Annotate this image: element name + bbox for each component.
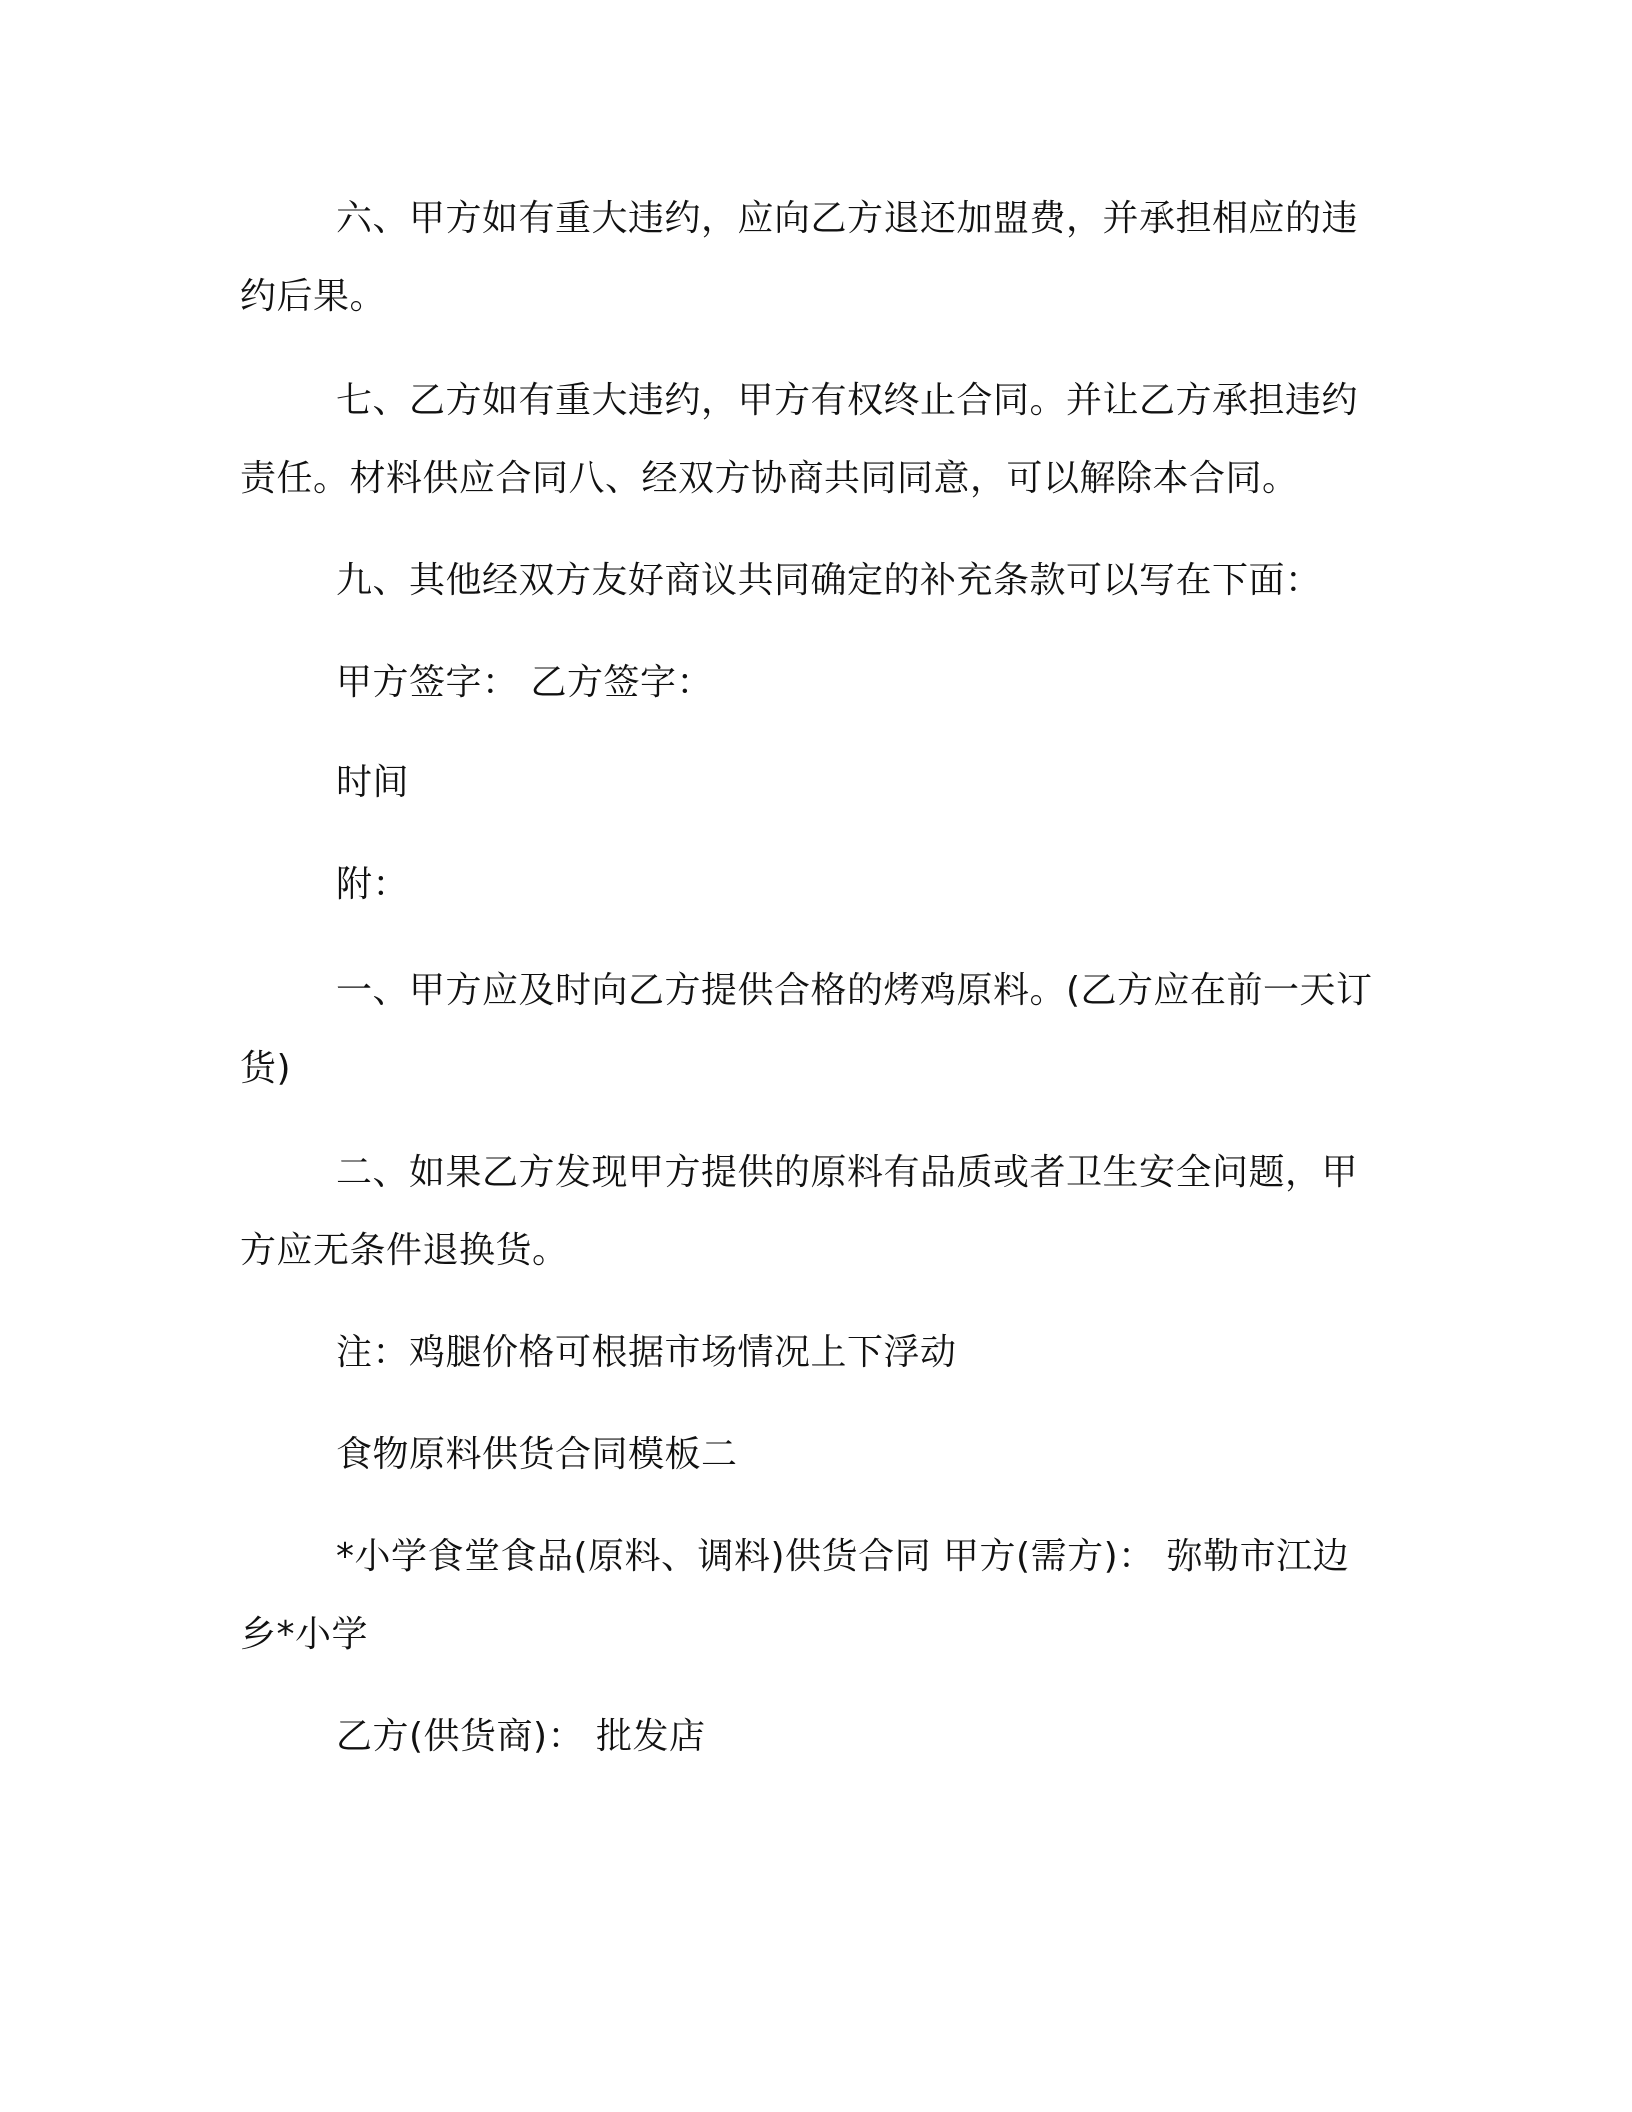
appendix-item-1: 一、甲方应及时向乙方提供合格的烤鸡原料。(乙方应在前一天订货) bbox=[240, 970, 1373, 1089]
clause-9: 九、其他经双方友好商议共同确定的补充条款可以写在下面： bbox=[336, 560, 1322, 601]
appendix-item-2: 二、如果乙方发现甲方提供的原料有品质或者卫生安全问题，甲方应无条件退换货。 bbox=[240, 1152, 1359, 1271]
date-line: 时间 bbox=[336, 762, 410, 803]
template-2-title: 食物原料供货合同模板二 bbox=[336, 1434, 738, 1475]
note-line: 注：鸡腿价格可根据市场情况上下浮动 bbox=[336, 1332, 957, 1373]
contract-party-a: *小学食堂食品(原料、调料)供货合同 甲方(需方)： 弥勒市江边乡*小学 bbox=[240, 1536, 1350, 1655]
appendix-heading: 附： bbox=[336, 864, 410, 905]
signature-line: 甲方签字： 乙方签字： bbox=[336, 662, 713, 703]
clause-7-8: 七、乙方如有重大违约，甲方有权终止合同。并让乙方承担违约责任。材料供应合同八、经双方协商共同同意，可以解除本合同。 bbox=[240, 380, 1359, 499]
contract-party-b: 乙方(供货商)： 批发店 bbox=[336, 1716, 706, 1757]
clause-6: 六、甲方如有重大违约，应向乙方退还加盟费，并承担相应的违约后果。 bbox=[240, 198, 1359, 317]
